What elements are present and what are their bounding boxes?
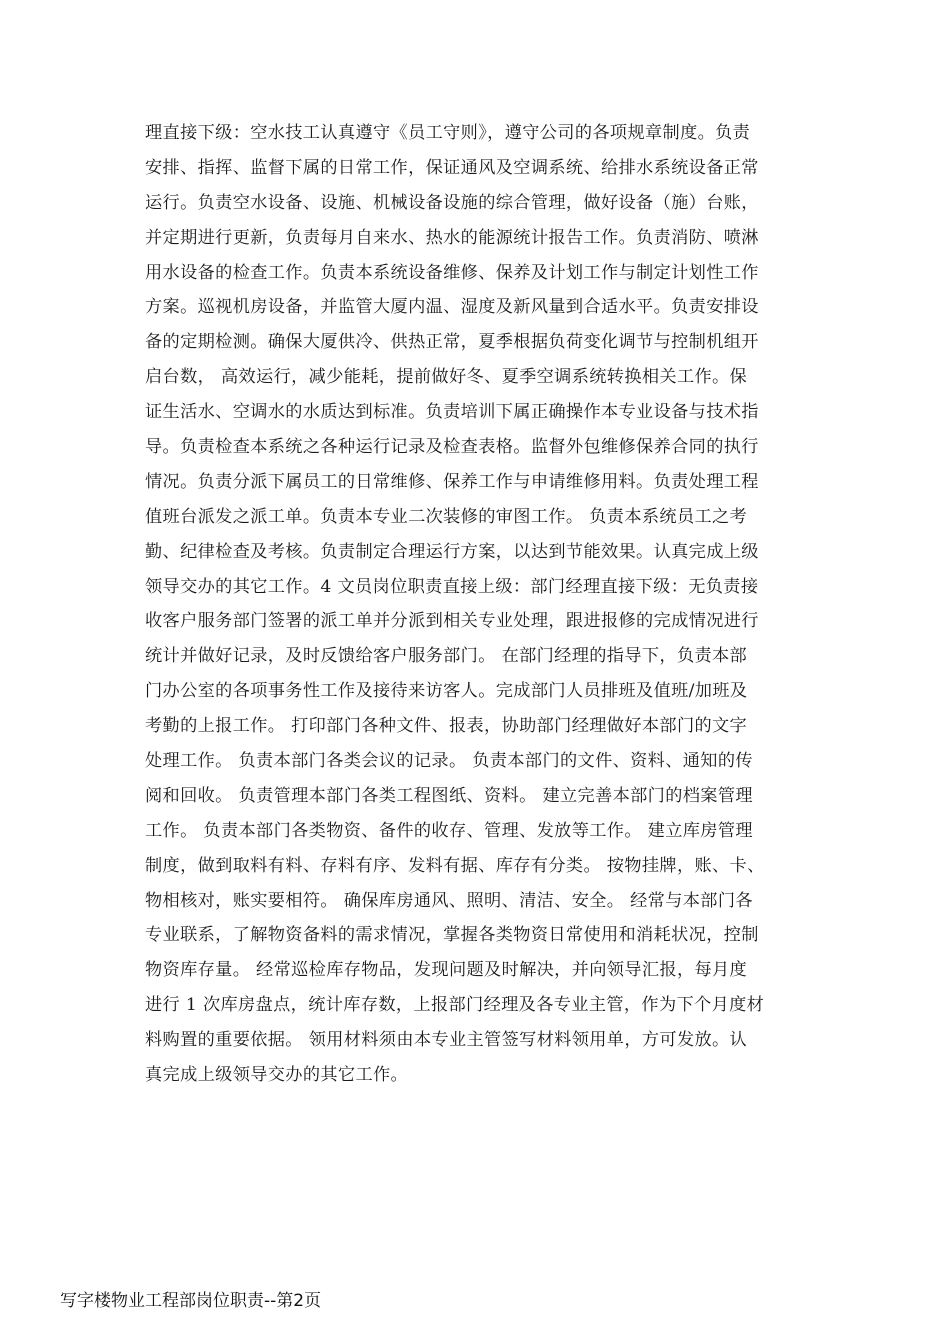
text-line: 情况。负责分派下属员工的日常维修、保养工作与申请维修用料。负责处理工程	[145, 471, 759, 492]
text-line: 进行 1 次库房盘点，统计库存数，上报部门经理及各专业主管，作为下个月度材	[145, 995, 765, 1016]
text-line: 真完成上级领导交办的其它工作。	[145, 1065, 409, 1086]
text-line: 导。负责检查本系统之各种运行记录及检查表格。监督外包维修保养合同的执行	[145, 437, 759, 458]
text-line: 工作。 负责本部门各类物资、备件的收存、管理、发放等工作。 建立库房管理	[145, 820, 753, 841]
text-line: 制度，做到取料有料、存料有序、发料有据、库存有分类。 按物挂牌，账、卡、	[145, 855, 765, 876]
text-line: 理直接下级：空水技工认真遵守《员工守则》，遵守公司的各项规章制度。负责	[145, 123, 751, 143]
body-text	[145, 116, 810, 1093]
text-line: 阅和回收。 负责管理本部门各类工程图纸、资料。 建立完善本部门的档案管理	[145, 785, 753, 806]
text-line: 统计并做好记录，及时反馈给客户服务部门。 在部门经理的指导下，负责本部	[145, 646, 748, 667]
text-line: 物资库存量。 经常巡检库存物品，发现问题及时解决，并向领导汇报，每月度	[145, 960, 748, 981]
text-line: 处理工作。 负责本部门各类会议的记录。 负责本部门的文件、资料、通知的传	[145, 751, 753, 772]
text-line: 值班台派发之派工单。负责本专业二次装修的审图工作。 负责本系统员工之考	[145, 506, 748, 527]
text-line: 考勤的上报工作。 打印部门各种文件、报表，协助部门经理做好本部门的文字	[145, 716, 748, 737]
text-line: 运行。负责空水设备、设施、机械设备设施的综合管理，做好设备（施）台账，	[145, 192, 759, 213]
text-line: 勤、纪律检查及考核。负责制定合理运行方案，以达到节能效果。认真完成上级	[145, 541, 759, 562]
text-line: 备的定期检测。确保大厦供冷、供热正常，夏季根据负荷变化调节与控制机组开	[145, 332, 759, 353]
text-line: 门办公室的各项事务性工作及接待来访客人。完成部门人员排班及值班/加班及	[145, 681, 748, 702]
text-line: 证生活水、空调水的水质达到标准。负责培训下属正确操作本专业设备与技术指	[145, 402, 759, 423]
text-line: 料购置的重要依据。 领用材料须由本专业主管签写材料领用单，方可发放。认	[145, 1030, 748, 1051]
page-footer: 写字楼物业工程部岗位职责--第2页	[60, 1291, 322, 1311]
text-line: 物相核对，账实要相符。 确保库房通风、照明、清洁、安全。 经常与本部门各	[145, 890, 753, 911]
text-line: 并定期进行更新，负责每月自来水、热水的能源统计报告工作。负责消防、喷淋	[145, 227, 759, 248]
text-line: 用水设备的检查工作。负责本系统设备维修、保养及计划工作与制定计划性工作	[145, 262, 759, 283]
text-line: 安排、指挥、监督下属的日常工作，保证通风及空调系统、给排水系统设备正常	[145, 157, 759, 178]
text-line: 专业联系，了解物资备料的需求情况，掌握各类物资日常使用和消耗状况，控制	[145, 925, 759, 946]
text-line: 启台数， 高效运行，减少能耗，提前做好冬、夏季空调系统转换相关工作。保	[145, 367, 748, 388]
text-line: 收客户服务部门签署的派工单并分派到相关专业处理，跟进报修的完成情况进行	[145, 611, 759, 632]
text-line: 领导交办的其它工作。4 文员岗位职责直接上级：部门经理直接下级：无负责接	[145, 576, 759, 597]
text-line: 方案。巡视机房设备，并监管大厦内温、湿度及新风量到合适水平。负责安排设	[145, 297, 759, 318]
